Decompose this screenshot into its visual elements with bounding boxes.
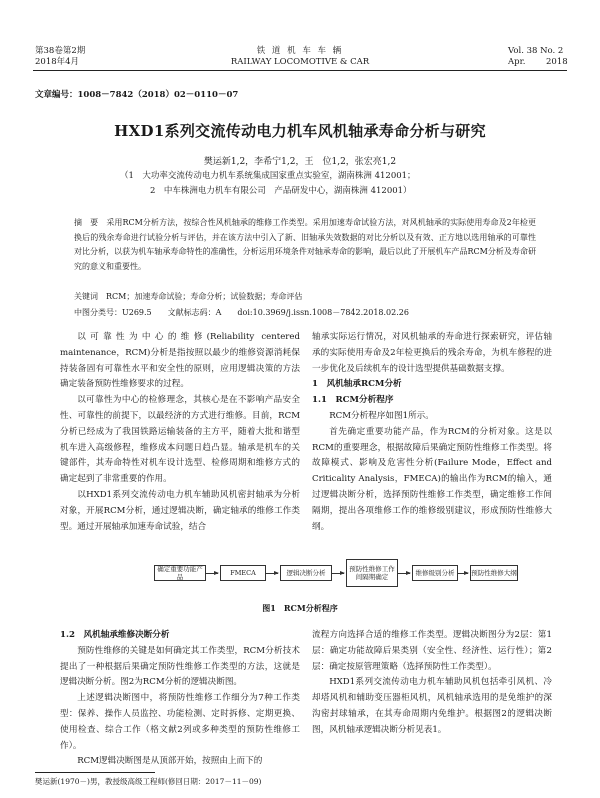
abstract: 摘 要 采用RCM分析方法，按综合性风机轴承的维修工作类型。采用加速寿命试验方法，对风机轴承的实际使用寿命及2年检更换后的残余寿命进行试验分析与评估，并在该方法中引入了新、旧轴承失效数据的对比分析以及有效、正方地以选用轴承的可靠性对比分析，以获为机车轴承寿命特性的准确性，分析运用环境条件对轴承寿命的影响，最后以此了开展机车产品RCM分析及寿命研究的意义和重要性。 <box>74 218 536 271</box>
affiliation-1: （1 大功率交流传动电力机车系统集成国家重点实验室，湖南株洲 412001； <box>120 171 416 181</box>
paragraph: RCM分析程序如图1所示。 <box>329 410 434 421</box>
flow-box-important-products: 确定重要功能产品 <box>154 565 206 581</box>
journal-title-cn: 铁 道 机 车 车 辆 <box>256 46 344 56</box>
paragraph: 预防性维修的关键是如何确定其工作类型，RCM分析技术提出了一种根据后果确定预防性维修工作类型的方法，这就是逻辑决断分析。图2为RCM分析的逻辑决断图。 <box>60 645 300 688</box>
journal-title-en: RAILWAY LOCOMOTIVE & CAR <box>230 57 370 67</box>
journal-volume-en: Vol. 38 No. 2 <box>508 46 564 56</box>
paragraph: 轴承实际运行情况，对风机轴承的寿命进行探索研究，评估轴承的实际使用寿命及2年检更换后的残余寿命，为机车修程的进一步优化及后续机车的设计选型提供基础数据支撑。 <box>312 332 552 374</box>
header-rule <box>33 70 567 71</box>
paragraph: 首先确定重要功能产品，作为RCM的分析对象。这是以RCM的重要理念，根据故障后果确定预防性维修工作类型。将故障模式、影响及危害性分析(Failure Mode，Effect and Criticality Analysis，FMECA)的输出作为RCM的输入，通过逻辑决断分析，选择预防性维修工作类型，确定维修工作间隔期，提出各项维修工作的维修级别建议，形成预防性维修大纲。 <box>312 426 552 532</box>
subsection-heading: 1.1 RCM分析程序 <box>312 395 394 406</box>
paragraph: 以可靠性为中心的维修(Reliability centered maintenance，RCM)分析是指按照以最少的维修资源消耗保持装备固有可靠性水平和安全性的原则，应用逻辑决策的方法确定装备预防性维修要求的过程。 <box>60 332 300 390</box>
footnote-rule <box>35 772 155 773</box>
journal-volume: 第38卷第2期 <box>35 46 86 56</box>
flow-box-level-analysis: 维修级别分析 <box>412 565 458 581</box>
paragraph: 上述逻辑决断图中，将预防性维修工作细分为7种工作类型：保养、操作人员监控、功能检测、定时拆修、定期更换、使用检查、综合工作（格文献2列或多种类型的预防性维修工作）。 <box>60 693 300 751</box>
flow-box-logic-decision: 逻辑决断分析 <box>280 565 332 581</box>
flow-arrow <box>458 573 468 574</box>
flow-box-interval: 预防性维修工作间隔期确定 <box>346 559 398 587</box>
figure-caption: 图1 RCM分析程序 <box>262 603 338 613</box>
flow-box-maintenance-program: 预防性维修大纲 <box>470 565 518 581</box>
paper-title: HXD1系列交流传动电力机车风机轴承寿命分析与研究 <box>114 122 486 140</box>
authors: 樊运新1,2，李希宁1,2，王 位1,2，张宏亮1,2 <box>203 157 397 167</box>
paragraph: 流程方向选择合适的维修工作类型。逻辑决断图分为2层：第1层：确定功能故障后果类别（安全性、经济性、运行性）；第2层：确定按原管理策略（选择预防性工作类型）。 <box>312 630 552 672</box>
keywords: 关键词 RCM；加速寿命试验；寿命分析；试验数据；寿命评估 <box>74 292 303 301</box>
right-column-bottom <box>312 628 552 739</box>
journal-month-en: Apr. <box>508 57 526 67</box>
flow-arrow <box>398 573 410 574</box>
footnote: 樊运新(1970－)男，教授级高级工程师(修回日期：2017－11－09) <box>35 777 262 786</box>
flow-arrow <box>332 573 344 574</box>
paragraph: 以HXD1系列交流传动电力机车辅助风机密封轴承为分析对象，开展RCM分析，通过逻辑决断，确定轴承的维修工作类型。通过开展轴承加速寿命试验，结合 <box>60 489 300 532</box>
journal-year-en: 2018 <box>546 57 568 67</box>
journal-date: 2018年4月 <box>35 57 80 67</box>
affiliation-2: 2 中车株洲电力机车有限公司 产品研发中心，湖南株洲 412001） <box>150 186 412 196</box>
classification: 中图分类号：U269.5 文献标志码：A doi:10.3969/j.issn.1008－7842.2018.02.26 <box>74 308 409 317</box>
flow-arrow <box>266 573 278 574</box>
article-number: 文章编号：1008－7842（2018）02－0110－07 <box>35 90 239 100</box>
paragraph: HXD1系列交流传动电力机车辅助风机包括牵引风机、冷却塔风机和辅助变压器柜风机，风机轴承选用的是免维护的深沟密封球轴承，在其寿命周期内免维护。根据图2的逻辑决断图，风机轴承逻辑决断分析见表1。 <box>312 677 552 735</box>
section-heading: 1 风机轴承RCM分析 <box>312 379 402 390</box>
left-column-top <box>60 330 300 535</box>
subsection-heading: 1.2 风机轴承维修决断分析 <box>60 630 170 640</box>
paragraph: RCM逻辑决断图是从顶部开始，按照由上而下的 <box>77 756 263 767</box>
paragraph: 以可靠性为中心的检修理念，其核心是在不影响产品安全性、可靠性的前提下，以最经济的方式进行维修。目前，RCM分析已经成为了我国铁路运输装备的主方平，随着大批和谐型机车进入高级修程，维修成本问题日趋凸显。轴承是机车的关键部件，其寿命特性对机车设计选型、检修周期和维修方式的确定起到了非常重要的作用。 <box>60 395 300 485</box>
right-column-top <box>312 330 552 535</box>
flow-box-fmeca: FMECA <box>220 565 266 581</box>
left-column-bottom <box>60 628 300 770</box>
flow-arrow <box>206 573 218 574</box>
